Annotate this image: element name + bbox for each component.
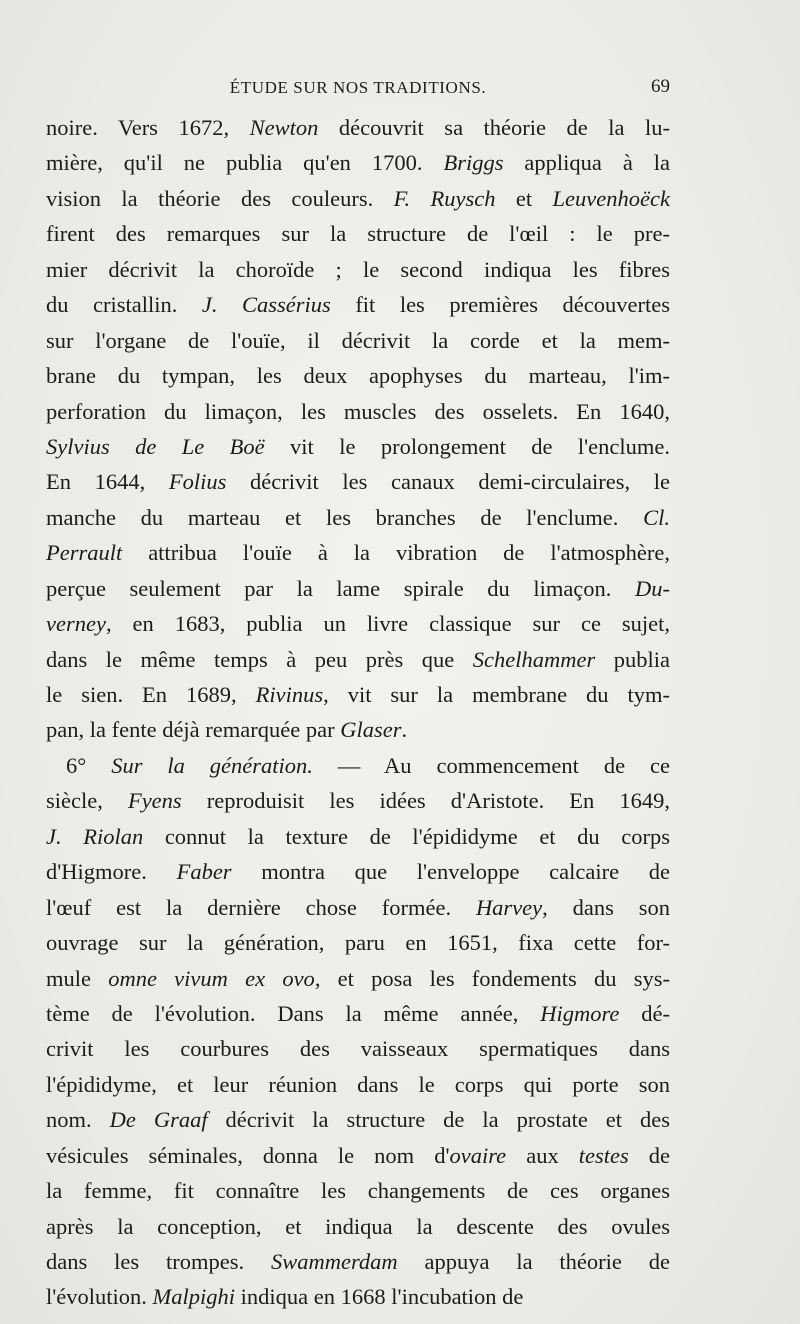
- text-run: décrivit la structure de la prostate et des: [207, 1107, 670, 1133]
- text-run: connut la texture de l'épididyme et du corps: [143, 823, 671, 849]
- text-run: brane du tympan, les deux apophyses du marteau, l'im-: [46, 363, 670, 389]
- text-run: tème de l'évolution. Dans la même année,: [46, 1000, 541, 1026]
- italic-name: Sur la génération.: [111, 752, 313, 778]
- text-run: manche du marteau et les branches de l'enclume.: [46, 504, 644, 530]
- text-run: l'épididyme, et leur réunion dans le corps qui porte son: [46, 1071, 670, 1097]
- text-run: décrivit les canaux demi-circulaires, le: [226, 469, 670, 495]
- text-line: [46, 890, 670, 925]
- italic-name: Fyens: [127, 788, 182, 814]
- text-run: l'œuf est la dernière chose formée.: [46, 894, 476, 920]
- text-run: mier décrivit la choroïde ; le second indiqua les fibres: [46, 256, 670, 282]
- italic-name: Higmore: [540, 1000, 620, 1026]
- text-line: [46, 145, 670, 180]
- italic-name: Leuvenhoëck: [552, 185, 670, 211]
- text-line: [46, 252, 670, 287]
- text-run: après la conception, et indiqua la descente des ovules: [46, 1213, 670, 1239]
- text-run: fit les premières découvertes: [330, 292, 670, 318]
- text-run: reproduisit les idées d'Aristote. En 1649,: [181, 788, 671, 814]
- text-run: appliqua à la: [503, 150, 670, 176]
- text-run: mule: [46, 965, 109, 991]
- text-line: [46, 500, 670, 535]
- text-line: [46, 783, 670, 818]
- text-run: dans le même temps à peu près que: [46, 646, 473, 672]
- text-line: [46, 535, 670, 570]
- text-run: montra que l'enveloppe calcaire de: [231, 859, 670, 885]
- text-run: ouvrage sur la génération, paru en 1651, fixa cette for-: [46, 930, 670, 956]
- text-line: [46, 996, 670, 1031]
- text-run: dé-: [619, 1000, 670, 1026]
- text-line: [46, 712, 670, 747]
- text-run: , et posa les fondements du sys-: [314, 965, 670, 991]
- text-run: .: [401, 717, 408, 743]
- italic-name: F. Ruysch: [393, 185, 496, 211]
- text-line: [46, 925, 670, 960]
- text-run: indiqua en 1668 l'incubation de: [235, 1284, 524, 1310]
- italic-name: J. Riolan: [46, 823, 144, 849]
- text-run: et: [495, 185, 553, 211]
- italic-name: Folius: [168, 469, 227, 495]
- text-run: noire. Vers 1672,: [46, 115, 250, 140]
- text-run: dans les trompes.: [46, 1249, 271, 1274]
- text-line: [46, 961, 670, 996]
- text-run: découvrit sa théorie de la lu-: [318, 115, 670, 140]
- text-run: pan, la fente déjà remarquée par: [46, 717, 341, 743]
- text-line: [46, 287, 670, 322]
- text-run: attribua l'ouïe à la vibration de l'atmosphère,: [122, 540, 670, 566]
- italic-name: Swammerdam: [270, 1249, 398, 1274]
- text-line: [46, 819, 670, 854]
- italic-name: Glaser: [340, 717, 402, 743]
- italic-name: Faber: [176, 859, 232, 885]
- text-run: nom.: [46, 1107, 110, 1133]
- text-line: [46, 606, 670, 641]
- text-run: , vit sur la membrane du tym-: [323, 682, 670, 707]
- text-line: [46, 1279, 670, 1314]
- text-run: vit le prolongement de l'enclume.: [264, 433, 670, 459]
- text-line: [46, 1173, 670, 1208]
- text-run: En 1644,: [46, 469, 169, 495]
- italic-name: Du-: [635, 575, 670, 601]
- italic-name: Schelhammer: [472, 646, 596, 672]
- text-line: [46, 464, 670, 499]
- text-run: , dans son: [542, 894, 670, 920]
- text-line: [46, 854, 670, 889]
- text-line: [46, 1102, 670, 1137]
- italic-name: De Graaf: [109, 1107, 208, 1133]
- italic-name: Perrault: [46, 540, 123, 566]
- text-run: mière, qu'il ne publia qu'en 1700.: [46, 150, 444, 176]
- text-run: sur l'organe de l'ouïe, il décrivit la corde et la mem-: [46, 327, 670, 353]
- text-line: [46, 571, 670, 606]
- italic-name: Harvey: [475, 894, 543, 920]
- text-run: perforation du limaçon, les muscles des osselets. En 1640,: [46, 398, 670, 424]
- italic-name: Malpighi: [152, 1284, 236, 1310]
- text-line: [46, 677, 670, 712]
- text-run: aux: [506, 1142, 579, 1168]
- italic-name: J. Cassérius: [201, 292, 331, 318]
- text-run: la femme, fit connaître les changements de ces organes: [46, 1178, 670, 1204]
- text-run: perçue seulement par la lame spirale du limaçon.: [46, 575, 635, 601]
- text-line: [46, 394, 670, 429]
- text-run: vision la théorie des couleurs.: [46, 185, 394, 211]
- text-line: [46, 429, 670, 464]
- text-line: [46, 181, 670, 216]
- body-text: [46, 110, 670, 1315]
- italic-name: omne vivum ex ovo: [108, 965, 315, 991]
- text-line: [46, 1067, 670, 1102]
- text-run: crivit les courbures des vaisseaux spermatiques dans: [46, 1036, 670, 1062]
- text-run: appuya la théorie de: [397, 1249, 670, 1274]
- text-run: firent des remarques sur la structure de l'œil : le pre-: [46, 221, 670, 247]
- text-line: [46, 642, 670, 677]
- text-line: [46, 748, 670, 783]
- italic-name: Sylvius de Le Boë: [46, 433, 265, 459]
- text-run: siècle,: [46, 788, 128, 814]
- italic-name: Cl.: [643, 504, 670, 530]
- text-line: [46, 323, 670, 358]
- text-run: vésicules séminales, donna le nom d': [46, 1142, 450, 1168]
- text-line: [46, 1138, 670, 1173]
- text-line: [46, 216, 670, 251]
- text-line: [46, 358, 670, 393]
- text-run: 6°: [66, 752, 112, 778]
- italic-name: ovaire: [449, 1142, 507, 1168]
- text-run: de: [628, 1142, 670, 1168]
- page-number: 69: [651, 76, 670, 97]
- italic-name: Newton: [249, 115, 319, 140]
- italic-name: Rivinus: [255, 682, 324, 707]
- text-run: , en 1683, publia un livre classique sur ce sujet,: [105, 611, 670, 637]
- text-run: du cristallin.: [46, 292, 202, 318]
- text-run: l'évolution.: [46, 1284, 153, 1310]
- text-run: le sien. En 1689,: [46, 682, 256, 707]
- text-line: [46, 1031, 670, 1066]
- text-line: [46, 1209, 670, 1244]
- text-run: d'Higmore.: [46, 859, 177, 885]
- italic-name: verney: [46, 611, 106, 637]
- text-run: — Au commencement de ce: [312, 752, 670, 778]
- italic-name: Briggs: [443, 150, 504, 176]
- running-head: [46, 74, 670, 100]
- text-line: [46, 1244, 670, 1279]
- running-title: ÉTUDE SUR NOS TRADITIONS.: [229, 78, 487, 97]
- text-line: [46, 110, 670, 145]
- italic-name: testes: [578, 1142, 629, 1168]
- text-run: publia: [595, 646, 670, 672]
